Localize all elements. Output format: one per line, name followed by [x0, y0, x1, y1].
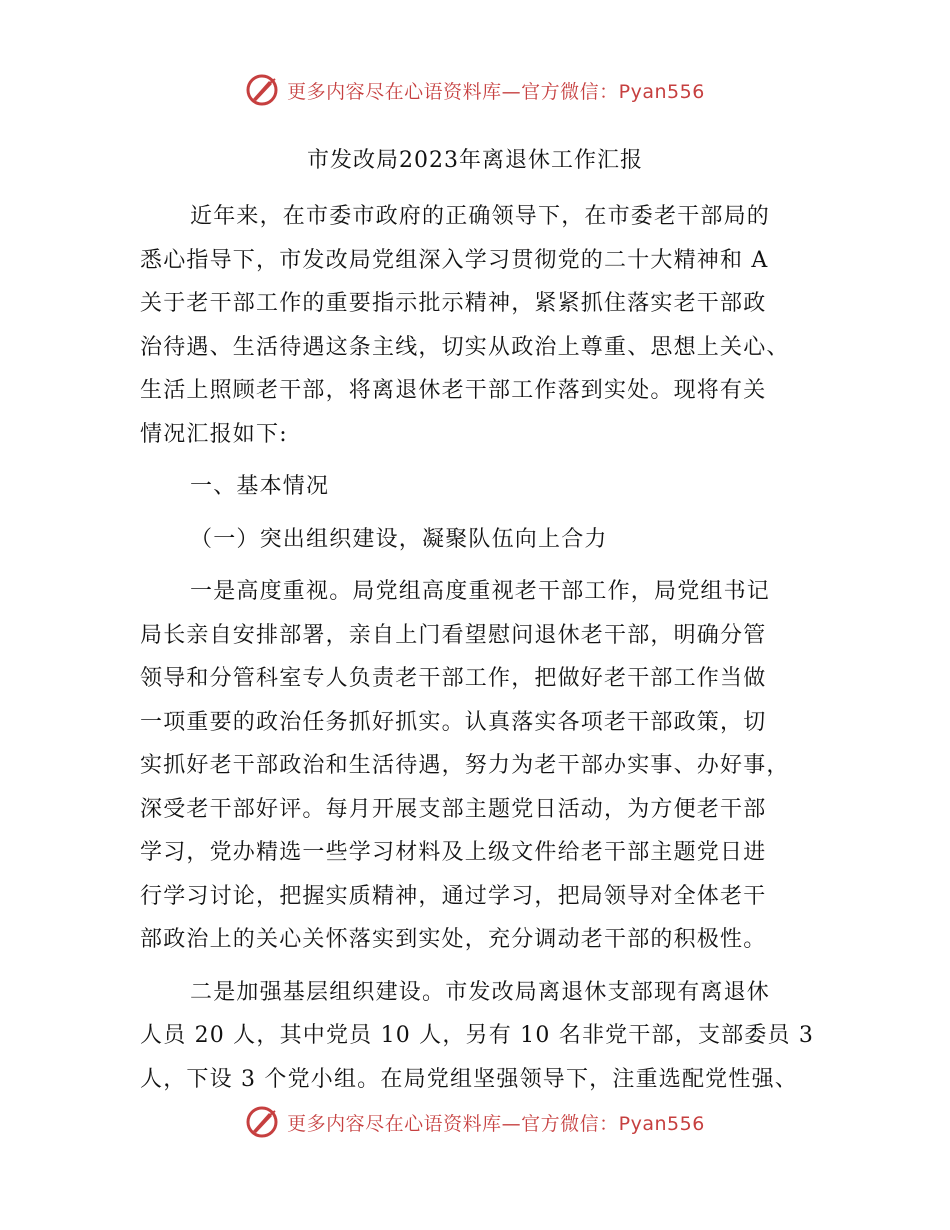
quill-logo-icon — [245, 73, 279, 107]
text-line: 治待遇、生活待遇这条主线，切实从政治上尊重、思想上关心、 — [140, 334, 790, 360]
text-line: 情况汇报如下: — [140, 421, 288, 447]
text-line: 部政治上的关心关怀落实到实处，充分调动老干部的积极性。 — [140, 927, 767, 952]
section-heading: 一、基本情况 — [190, 474, 330, 499]
watermark-header — [0, 70, 950, 110]
text-line: 学习，党办精选一些学习材料及上级文件给老干部主题党日进 — [140, 840, 767, 865]
text-line: 深受老干部好评。每月开展支部主题党日活动，为方便老干部 — [140, 796, 767, 822]
text-line: 近年来，在市委市政府的正确领导下，在市委老干部局的 — [190, 204, 771, 229]
text-line: 一是高度重视。局党组高度重视老干部工作，局党组书记 — [190, 579, 771, 604]
watermark-footer — [0, 1102, 950, 1142]
text-line: 行学习讨论，把握实质精神，通过学习，把局领导对全体老干 — [140, 883, 767, 909]
text-line: 实抓好老干部政治和生活待遇，努力为老干部办实事、办好事， — [140, 753, 790, 778]
text-line: 关于老干部工作的重要指示批示精神，紧紧抓住落实老干部政 — [140, 291, 767, 316]
text-line: 局长亲自安排部署，亲自上门看望慰问退休老干部，明确分管 — [140, 622, 767, 648]
document-title: 市发改局2023年离退休工作汇报 — [307, 148, 643, 173]
watermark-text: 更多内容尽在心语资料库—官方微信：Pyan556 — [287, 80, 705, 103]
text-line: 人员 20 人，其中党员 10 人，另有 10 名非党干部，支部委员 3 — [140, 1023, 815, 1048]
text-line: 领导和分管科室专人负责老干部工作，把做好老干部工作当做 — [140, 666, 767, 691]
text-line: 人，下设 3 个党小组。在局党组坚强领导下，注重选配党性强、 — [140, 1066, 798, 1092]
subsection-heading: （一）突出组织建设，凝聚队伍向上合力 — [190, 526, 608, 552]
quill-logo-icon — [245, 1105, 279, 1139]
text-line: 生活上照顾老干部，将离退休老干部工作落到实处。现将有关 — [140, 378, 767, 403]
text-line: 一项重要的政治任务抓好抓实。认真落实各项老干部政策，切 — [140, 709, 767, 735]
text-line: 悉心指导下，市发改局党组深入学习贯彻党的二十大精神和 A — [140, 247, 769, 273]
watermark-text: 更多内容尽在心语资料库—官方微信：Pyan556 — [287, 1112, 705, 1135]
document-body — [140, 195, 820, 1101]
text-line: 二是加强基层组织建设。市发改局离退休支部现有离退休 — [190, 979, 771, 1005]
